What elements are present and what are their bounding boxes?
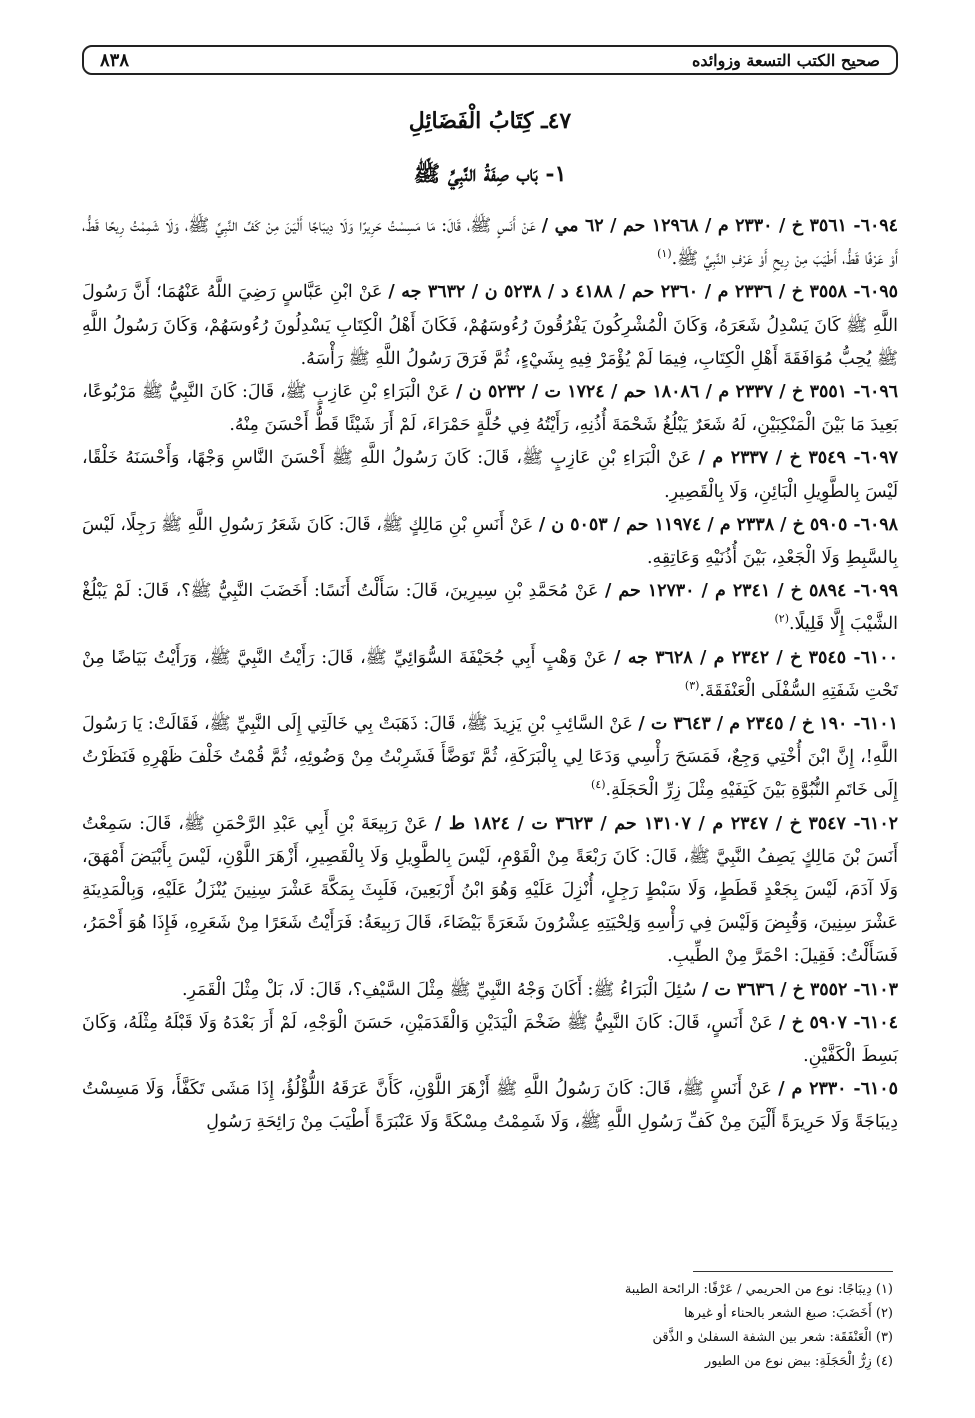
footnote: (٢) أَخَضَبَ: صبغ الشعر بالحناء أو غيرها [683, 1306, 893, 1321]
hadith-text: عَنْ الْبَرَاءِ بْنِ عَازِبٍ ﷺ، قَالَ: كَانَ النَّبِيُّ ﷺ مَرْبُوعًا، بَعِيدَ مَا بَيْنَ الْمَنْكِبَيْنِ، لَهُ شَعَرٌ يَبْلُغُ شَحْمَةَ أُذُنِهِ، رَأَيْتُهُ فِي حُلَّةٍ حَمْرَاءَ، لَمْ أَرَ شَيْئًا قَطُّ أَحْسَنَ مِنْهُ. [82, 382, 898, 436]
book-title: ٤٧ـ كِتَابُ الْفَضَائِلِ [408, 108, 572, 134]
hadith-text: عَنْ وَهْبٍ أَبِي جُحَيْفَةَ السُّوَائِيِّ ﷺ، قَالَ: رَأَيْتُ النَّبِيَّ ﷺ، وَرَأَيْتُ بَيَاضًا مِنْ تَحْتِ شَفَتِهِ السُّفْلَى الْعَنْفَقَةَ. [82, 647, 898, 701]
hadith-entry [82, 376, 898, 442]
footnote-divider [693, 1271, 893, 1272]
chapter-title: ١- بَاب صِفَةُ النَّبِيِّ ﷺ [413, 161, 567, 187]
hadith-reference: ٦٠٩٨- ٥٩٠٥ خ / ٢٣٣٨ م / ١١٩٧٤ حم / ٥٠٥٣ ن / [538, 514, 898, 535]
page-header [82, 45, 898, 75]
hadith-reference: ٦١٠٤- ٥٩٠٧ خ / [778, 1012, 898, 1033]
hadith-entry [82, 642, 898, 708]
hadith-reference: ٦١٠٠- ٣٥٤٥ خ / ٢٣٤٢ م / ٣٦٢٨ جه / [614, 647, 898, 668]
hadith-entry [82, 1007, 898, 1073]
hadith-entry [82, 575, 898, 641]
hadith-list [82, 210, 898, 1140]
hadith-text: عَنْ ابْنِ عَبَّاسٍ رَضِيَ اللَّهُ عَنْهُمَا؛ أَنَّ رَسُولَ اللَّهِ ﷺ كَانَ يَسْدِلُ شَعَرَهُ، وَكَانَ الْمُشْرِكُونَ يَفْرُقُونَ رُءُوسَهُمْ، فَكَانَ أَهْلُ الْكِتَابِ يَسْدِلُونَ رُءُوسَهُمْ، وَكَانَ رَسُولُ اللَّهِ ﷺ يُحِبُّ مُوَافَقَةَ أَهْلِ الْكِتَابِ، فِيمَا لَمْ يُؤْمَرْ فِيهِ بِشَيْءٍ، ثُمَّ فَرَقَ رَسُولُ اللَّهِ ﷺ رَأْسَهُ. [82, 282, 898, 369]
running-title: صحيح الكتب التسعة وزوائده [691, 50, 880, 70]
page-number: ٨٣٨ [100, 49, 130, 71]
hadith-text: سُئِلَ الْبَرَاءُ ﷺ: أَكَانَ وَجْهُ النَّبِيِّ ﷺ مِثْلَ السَّيْفِ؟، قَالَ: لَا، بَلْ مِثْلَ الْقَمَرِ. [182, 979, 702, 1000]
hadith-text: عَنْ السَّائِبِ بْنِ يَزِيدَ ﷺ، قَالَ: ذَهَبَتْ بِي خَالَتِي إِلَى النَّبِيِّ ﷺ، فَقَالَتْ: يَا رَسُولَ اللَّهِ!، إِنَّ ابْنَ أُخْتِي وَجِعٌ، فَمَسَحَ رَأْسِي وَدَعَا لِي بِالْبَرَكَةِ، ثُمَّ تَوَضَّأَ فَشَرِبْتُ مِنْ وَضُوئِهِ، ثُمَّ قُمْتُ خَلْفَ ظَهْرِهِ فَنَظَرْتُ إِلَى خَاتَمِ النُّبُوَّةِ بَيْنَ كَتِفَيْهِ مِثْلَ زِرِّ الْحَجَلَةِ. [82, 714, 898, 801]
hadith-text: عَنْ مُحَمَّدِ بْنِ سِيرِينَ، قَالَ: سَأَلْتُ أَنَسًا: أَخَضَبَ النَّبِيُّ ﷺ؟، قَالَ: لَمْ يَبْلُغْ الشَّيْبَ إِلَّا قَلِيلًا. [82, 581, 898, 635]
hadith-entry [82, 1073, 898, 1139]
footnote-marker[interactable]: (٤) [591, 778, 606, 792]
hadith-text: عَنْ الْبَرَاءِ بْنِ عَازِبٍ ﷺ، قَالَ: كَانَ رَسُولُ اللَّهِ ﷺ أَحْسَنَ النَّاسِ وَجْهًا، وَأَحْسَنَهُ خَلْقًا، لَيْسَ بِالطَّوِيلِ الْبَائِنِ، وَلَا بِالْقَصِيرِ. [82, 448, 898, 502]
footnote: (٤) زِرُّ الْحَجَلَةِ: بيض نوع من الطيور [704, 1354, 893, 1369]
hadith-entry [82, 708, 898, 808]
hadith-text: عَنْ أَنَسٍ ﷺ، قَالَ: مَا مَسِسْتُ حَرِيرًا وَلَا دِيبَاجًا أَلْيَنَ مِنْ كَفِّ النَّبِيِّ ﷺ، وَلَا شَمِمْتُ رِيحًا قَطُّ، أَوْ عَرْفًا قَطُّ، أَطْيَبَ مِنْ رِيحِ أَوْ عَرْفِ النَّبِيِّ ﷺ. [82, 216, 898, 270]
hadith-reference: ٦١٠٢- ٣٥٤٧ خ / ٢٣٤٧ م / ١٣١٠٧ حم / ٣٦٢٣ ت / ١٨٢٤ ط / [434, 813, 899, 834]
hadith-entry [82, 210, 898, 276]
footnote-marker[interactable]: (١) [657, 247, 672, 261]
hadith-reference: ٦٠٩٦- ٣٥٥١ خ / ٢٣٣٧ م / ١٨٠٨٦ حم / ١٧٢٤ ت / ٥٢٣٢ ن / [456, 382, 899, 403]
hadith-text: عَنْ أَنَسٍ، قَالَ: كَانَ النَّبِيُّ ﷺ ضَخْمَ الْيَدَيْنِ وَالْقَدَمَيْنِ، حَسَنَ الْوَجْهِ، لَمْ أَرَ بَعْدَهُ وَلَا قَبْلَهُ مِثْلَهُ، وَكَانَ بَسِطَ الْكَفَّيْنِ. [82, 1012, 898, 1067]
hadith-reference: ٦٠٩٥- ٣٥٥٨ خ / ٢٣٣٦ م / ٢٣٦٠ حم / ٤١٨٨ د / ٥٢٣٨ ن / ٣٦٣٢ جه / [388, 282, 898, 303]
footnote: (٣) الْعَنْفَقَة: شعر بين الشفة السفلىٰ و الذَّقن [652, 1330, 893, 1345]
footnotes [293, 1278, 893, 1374]
hadith-reference: ٦٠٩٩- ٥٨٩٤ خ / ٢٣٤١ م / ١٢٧٣٠ حم / [604, 581, 898, 602]
hadith-text: عَنْ أَنَسٍ ﷺ، قَالَ: كَانَ رَسُولُ اللَّهِ ﷺ أَزْهَرَ اللَّوْنِ، كَأَنَّ عَرَقَهُ اللُّؤْلُؤُ، إِذَا مَشَى تَكَفَّأَ، وَلَا مَسِسْتُ دِيبَاجَةً وَلَا حَرِيرَةً أَلْيَنَ مِنْ كَفِّ رَسُولِ اللَّهِ ﷺ، وَلَا شَمِمْتُ مِسْكَةً وَلَا عَنْبَرَةً أَطْيَبَ مِنْ رَائِحَةِ رَسُولِ [82, 1079, 898, 1133]
hadith-entry [82, 276, 898, 376]
footnote-marker[interactable]: (٢) [774, 612, 789, 626]
hadith-reference: ٦٠٩٧- ٣٥٤٩ خ / ٢٣٣٧ م / [698, 448, 898, 469]
hadith-text: عَنْ أَنَسِ بْنِ مَالِكٍ ﷺ، قَالَ: كَانَ شَعَرُ رَسُولِ اللَّهِ ﷺ رَجِلًا، لَيْسَ بِالسَّبِطِ وَلَا الْجَعْدِ، بَيْنَ أُذُنَيْهِ وَعَاتِقِهِ. [82, 514, 898, 569]
hadith-entry [82, 974, 898, 1007]
hadith-reference: ٦١٠١- ١٩٠ خ / ٢٣٤٥ م / ٣٦٤٣ ت / [638, 714, 898, 735]
hadith-entry [82, 808, 898, 974]
hadith-entry [82, 509, 898, 575]
hadith-reference: ٦٠٩٤- ٣٥٦١ خ / ٢٣٣٠ م / ١٢٩٦٨ حم / ٦٢ مي / [541, 216, 898, 236]
hadith-reference: ٦١٠٣- ٣٥٥٢ خ / ٣٦٣٦ ت / [702, 979, 898, 1000]
footnote-marker[interactable]: (٣) [684, 679, 700, 693]
hadith-reference: ٦١٠٥- ٢٣٣٠ م / [778, 1079, 898, 1100]
hadith-text: عَنْ رَبِيعَةَ بْنِ أَبِي عَبْدِ الرَّحْمَنِ ﷺ، قَالَ: سَمِعْتُ أَنَسَ بْنَ مَالِكٍ يَصِفُ النَّبِيَّ ﷺ، قَالَ: كَانَ رَبْعَةً مِنْ الْقَوْمِ، لَيْسَ بِالطَّوِيلِ وَلَا بِالْقَصِيرِ، أَزْهَرَ اللَّوْنِ، لَيْسَ بِأَبْيَضَ أَمْهَقَ، وَلَا آدَمَ، لَيْسَ بِجَعْدٍ قَطَطٍ، وَلَا سَبْطٍ رَجِلٍ، أُنْزِلَ عَلَيْهِ وَهُوَ ابْنُ أَرْبَعِينَ، فَلَبِثَ بِمَكَّةَ عَشْرَ سِنِينَ يُنْزَلُ عَلَيْهِ، وَبِالْمَدِينَةِ عَشْرَ سِنِينَ، وَقُبِضَ وَلَيْسَ فِي رَأْسِهِ وَلِحْيَتِهِ عِشْرُونَ شَعَرَةً بَيْضَاءَ، قَالَ رَبِيعَةُ: فَرَأَيْتُ شَعَرًا مِنْ شَعَرِهِ، فَإِذَا هُوَ أَحْمَرُ، فَسَأَلْتُ: فَقِيلَ: احْمَرَّ مِنْ الطِّيبِ. [82, 813, 898, 967]
footnote: (١) دِيبَاجًا: نوع من الحريمي / عَرْفًا: الرائحة الطيبة [624, 1282, 893, 1297]
hadith-entry [82, 442, 898, 508]
